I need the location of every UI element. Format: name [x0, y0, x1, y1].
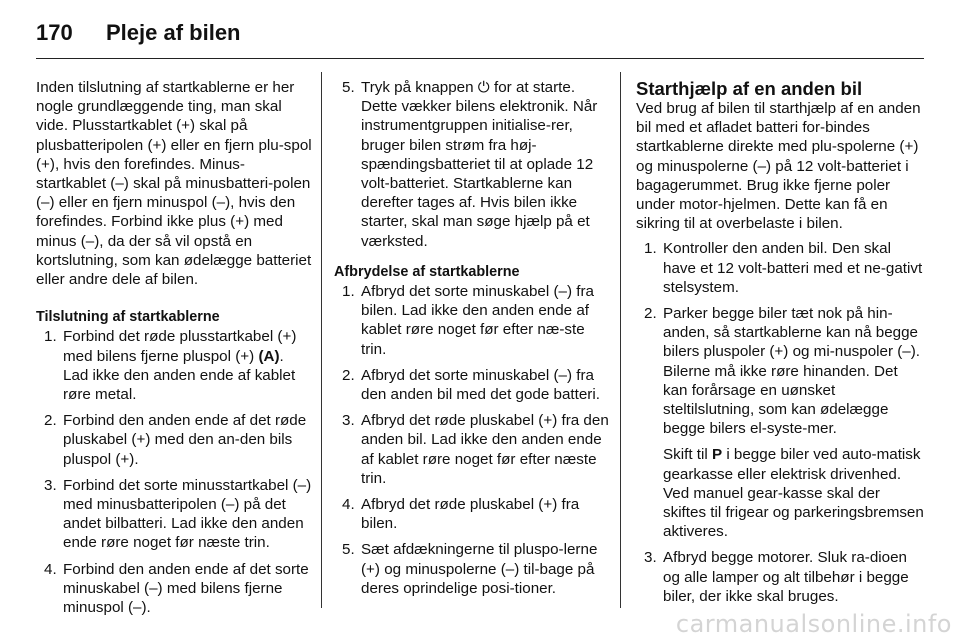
list-item: 3. Afbryd begge motorer. Sluk ra-dioen og alle lamper og alt tilbehør i begge biler, der ikke skal bruges.	[644, 549, 909, 605]
column-divider	[321, 72, 322, 608]
list-item: 1. Afbryd det sorte minuskabel (‒) fra bilen. Lad ikke den anden ende af kablet røre noget før efter næ-ste trin.	[342, 283, 594, 358]
list-item-subparagraph: Skift til P i begge biler ved auto-matisk gearkasse eller elektrisk drivenhed. Ved manuel gear-kasse skal der skiftes til frigear og parkeringsbremsen aktiveres.	[663, 446, 924, 541]
disconnect-steps-list	[334, 282, 610, 598]
list-item: 4. Forbind den anden ende af det sorte minuskabel (‒) med bilens fjerne minuspol (‒).	[44, 560, 309, 617]
column-left	[36, 78, 312, 624]
jumpstart-intro: Ved brug af bilen til starthjælp af en anden bil med et afladet batteri for-bindes startkablerne direkte med plu-spolerne (+) og minuspolerne (‒) på 12 volt-batteriet i bagagerummet. Brug ikke fjerne poler under motor-hjelmen. Dette kan få en sikring til at overbelaste i bilen.	[636, 100, 921, 233]
list-item: 1. Kontroller den anden bil. Den skal have et 12 volt-batteri med et ne-gativt stelsystem.	[644, 240, 923, 296]
list-item: 4. Afbryd det røde pluskabel (+) fra bilen.	[342, 496, 580, 533]
list-item: 3. Afbryd det røde pluskabel (+) fra den anden bil. Lad ikke den anden ende af kablet røre noget før efter næste trin.	[342, 412, 609, 487]
list-item: 1. Forbind det røde plusstartkabel (+) med bilens fjerne pluspol (+) (A). Lad ikke den anden ende af kablet røre metal.	[44, 328, 297, 404]
section-heading-disconnect: Afbrydelse af startkablerne	[334, 263, 520, 280]
list-item: 2. Forbind den anden ende af det røde pluskabel (+) med den an-den bils pluspol (+).	[44, 412, 307, 468]
page-title: Pleje af bilen	[106, 20, 241, 45]
section-heading-connect: Tilslutning af startkablerne	[36, 309, 220, 326]
list-item: 3. Forbind det sorte minusstartkabel (‒) med minusbatteripolen (‒) på det andet bilbatteri. Lad ikke den anden ende røre noget før næste trin.	[44, 476, 312, 552]
column-middle	[334, 78, 610, 605]
page-number: 170	[36, 20, 73, 45]
connect-steps-list	[36, 327, 312, 617]
connect-steps-continued	[334, 78, 610, 251]
list-item: 5. Tryk på knappen ⏻ for at starte. Dette vækker bilens elektronik. Når instrumentgruppen initialise-rer, bruger bilen strøm fra høj-spændingsbatteriet til at oplade 12 volt-batteriet. Startkablerne kan derefter tages af. Hvis bilen ikke starter, skal man søge hjælp på et værksted.	[342, 79, 598, 250]
list-item: 2. Parker begge biler tæt nok på hin-anden, så startkablerne kan nå begge bilers pluspoler (+) og mi-nuspoler (‒). Bilerne må ikke røre hinanden. Det kan forårsage en uønsket steltilslutning, som kan ødelægge begge bilers el-syste-mer. Skift til P i begge biler ved auto-matisk gearkasse eller elektrisk drivenhed. Ved manuel gear-kasse skal der skiftes til frigear og parkeringsbremsen aktiveres.	[636, 304, 926, 541]
watermark: carmanualsonline.info	[675, 610, 952, 638]
jumpstart-steps-list	[636, 239, 926, 606]
list-item: 5. Sæt afdækningerne til pluspo-lerne (+) og minuspolerne (‒) til-bage på deres oprindelige posi-tioner.	[342, 541, 598, 597]
page-header	[36, 18, 924, 59]
list-item: 2. Afbryd det sorte minuskabel (‒) fra den anden bil med det gode batteri.	[342, 366, 600, 404]
intro-paragraph: Inden tilslutning af startkablerne er her nogle grundlæggende ting, man skal vide. Plusstartkablet (+) skal på plusbatteripolen (+) eller en fjern plu-spol (+), hvis den forefindes. Minus-startkablet (‒) skal på minusbatteri-polen (‒) eller en fjern minuspol (‒), hvis den forefindes. Forbind ikke plus (+) med minus (‒), da der så vil opstå en kortslutning, som kan ødelægge batteriet eller andre dele af bilen.	[36, 79, 312, 289]
column-right	[636, 78, 926, 613]
label-a: (A)	[258, 347, 280, 365]
section-heading-jumpstart: Starthjælp af en anden bil	[636, 78, 863, 99]
gear-p-label: P	[711, 446, 723, 464]
column-divider	[620, 72, 621, 608]
